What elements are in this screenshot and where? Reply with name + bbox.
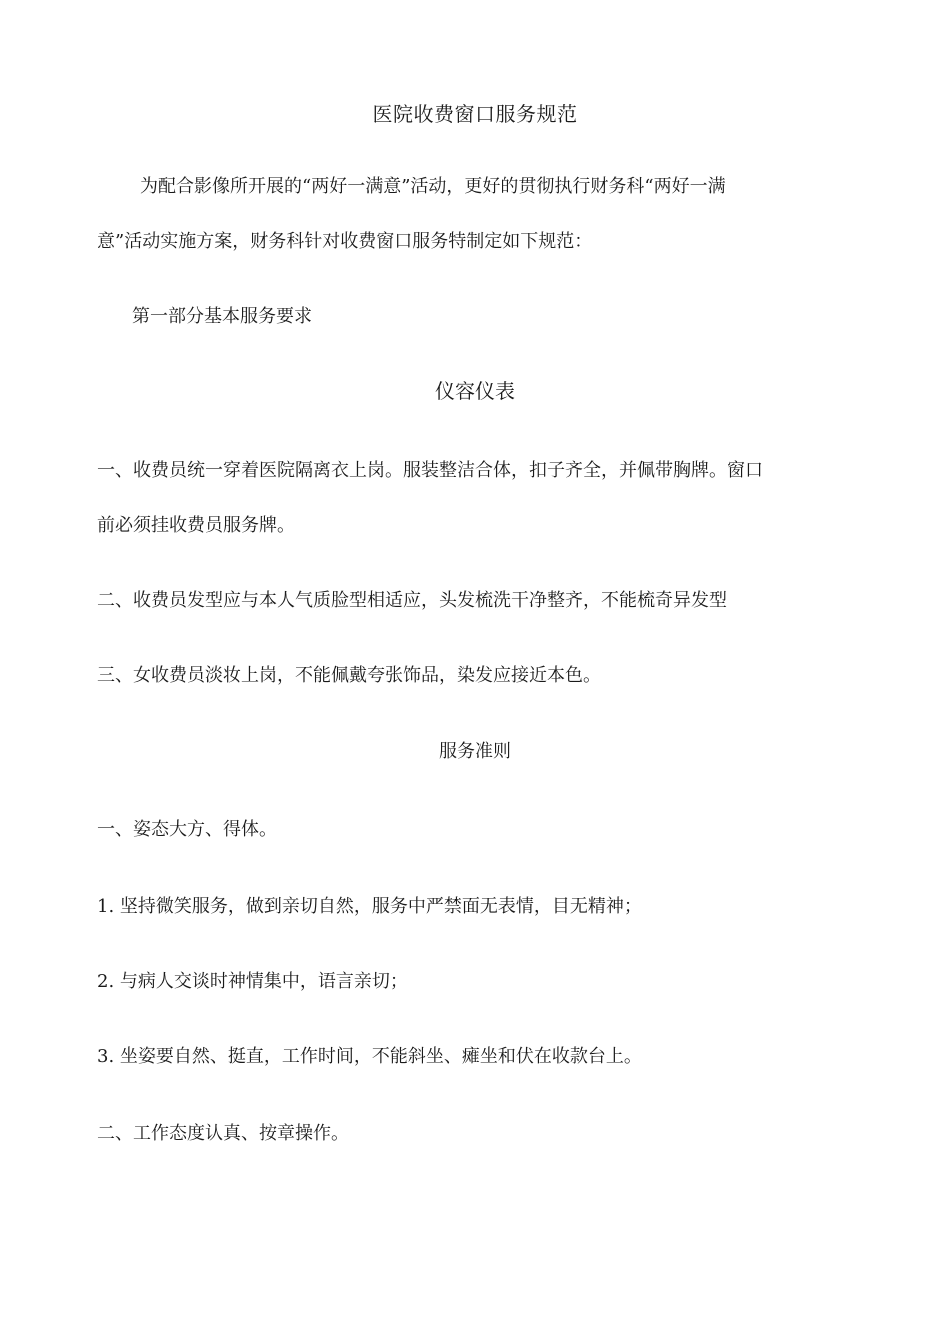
service-subitem-3: 3. 坐姿要自然、挺直，工作时间，不能斜坐、瘫坐和伏在收款台上。 <box>97 1046 642 1067</box>
appearance-item-3: 三、女收费员淡妆上岗，不能佩戴夸张饰品，染发应接近本色。 <box>97 665 601 686</box>
section-heading-service-rules: 服务准则 <box>439 741 511 762</box>
section-heading-appearance: 仪容仪表 <box>435 379 515 403</box>
intro-paragraph-line-1: 为配合影像所开展的“两好一满意”活动，更好的贯彻执行财务科“两好一满 <box>140 176 726 197</box>
part-label: 第一部分基本服务要求 <box>132 306 312 327</box>
intro-paragraph-line-2: 意”活动实施方案，财务科针对收费窗口服务特制定如下规范： <box>97 231 593 252</box>
document-title: 医院收费窗口服务规范 <box>372 102 578 126</box>
service-subitem-2: 2. 与病人交谈时神情集中，语言亲切； <box>97 971 408 992</box>
appearance-item-1-line-1: 一、收费员统一穿着医院隔离衣上岗。服装整洁合体，扣子齐全，并佩带胸牌。窗口 <box>97 460 763 481</box>
appearance-item-1-line-2: 前必须挂收费员服务牌。 <box>97 515 295 536</box>
appearance-item-2: 二、收费员发型应与本人气质脸型相适应，头发梳洗干净整齐，不能梳奇异发型 <box>97 590 727 611</box>
service-item-2: 二、工作态度认真、按章操作。 <box>97 1123 349 1144</box>
service-subitem-1: 1. 坚持微笑服务，做到亲切自然，服务中严禁面无表情，目无精神； <box>97 896 642 917</box>
service-item-1: 一、姿态大方、得体。 <box>97 819 277 840</box>
